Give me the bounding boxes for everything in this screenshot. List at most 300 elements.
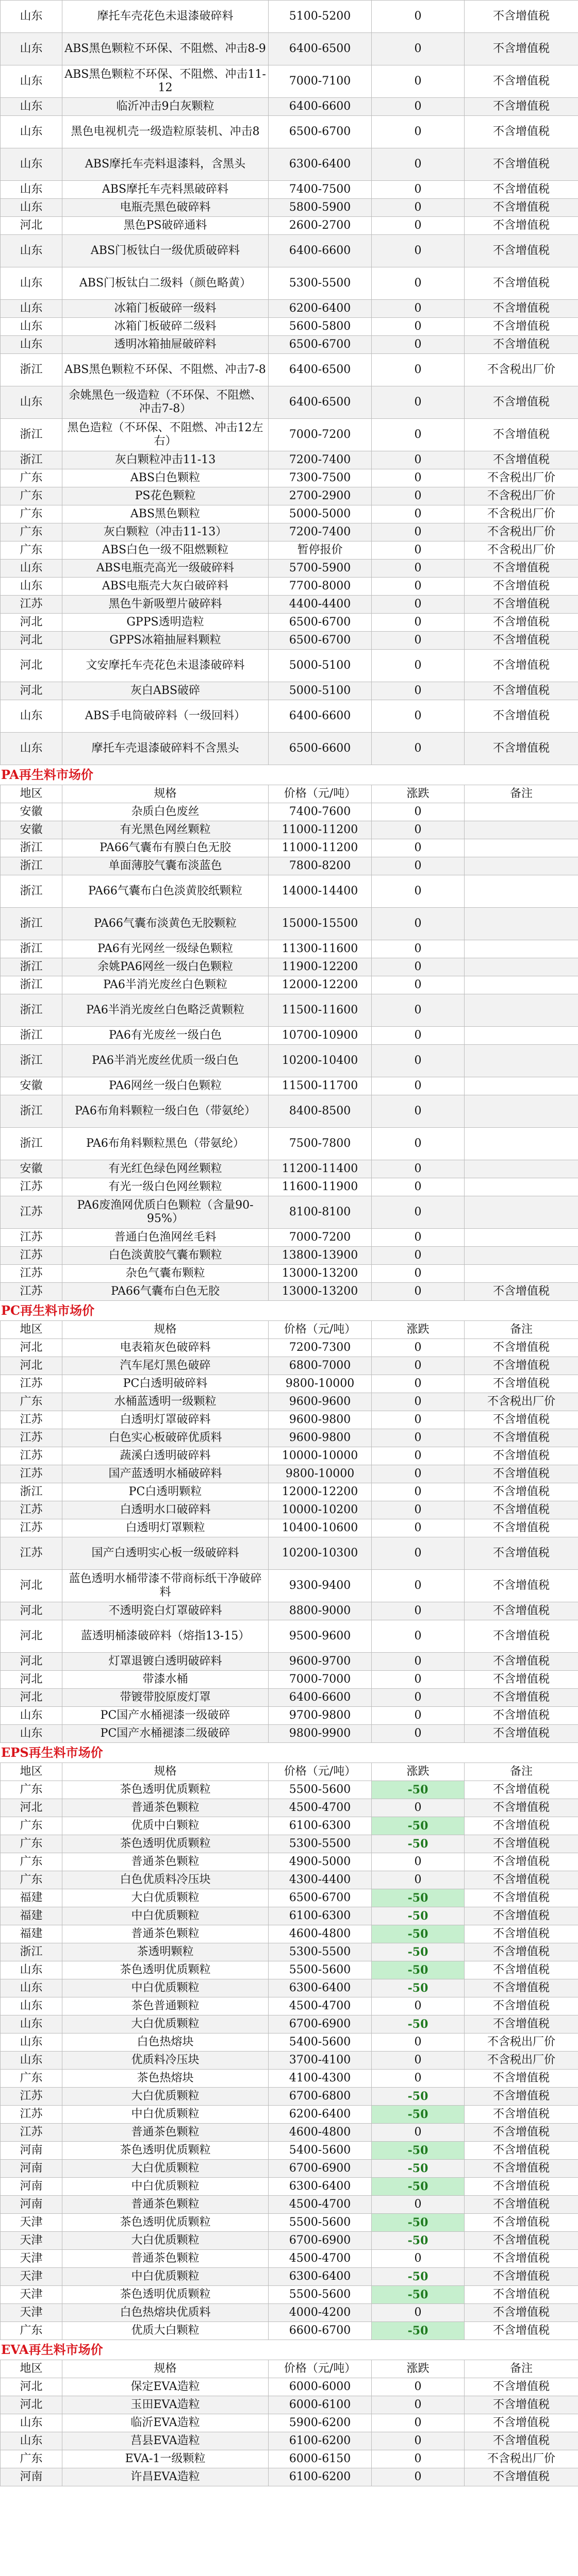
header-row — [1, 2360, 578, 2378]
cell-change: 0 — [372, 1027, 465, 1045]
cell-change: 0 — [372, 1689, 465, 1707]
cell-change: 0 — [372, 1128, 465, 1160]
cell-note: 不含增值税 — [465, 419, 578, 451]
cell-price: 7000-7100 — [269, 65, 372, 98]
col-header-region: 地区 — [1, 2360, 62, 2378]
cell-change: -50 — [372, 2322, 465, 2340]
cell-price: 5800-5900 — [269, 199, 372, 217]
table-row — [1, 1465, 578, 1483]
section-title: EPS再生料市场价 — [0, 1743, 578, 1762]
table-row — [1, 1689, 578, 1707]
cell-note: 不含增值税 — [465, 596, 578, 614]
cell-price: 9500-9600 — [269, 1620, 372, 1653]
cell-change: -50 — [372, 1889, 465, 1907]
cell-change: 0 — [372, 1411, 465, 1429]
cell-spec: PA66气囊布有膜白色无胶 — [62, 839, 269, 857]
cell-change: 0 — [372, 148, 465, 181]
cell-price: 9600-9800 — [269, 1411, 372, 1429]
cell-region: 浙江 — [1, 839, 62, 857]
cell-spec: 白透明水口破碎料 — [62, 1501, 269, 1519]
cell-region: 安徽 — [1, 803, 62, 821]
cell-spec: 白色热熔块优质料 — [62, 2304, 269, 2322]
cell-price: 6200-6400 — [269, 300, 372, 318]
table-row — [1, 1357, 578, 1375]
cell-note: 不含增值税 — [465, 614, 578, 632]
cell-price: 6500-6700 — [269, 1889, 372, 1907]
cell-spec: ABS黑色颗粒不环保、不阻燃、冲击8-9 — [62, 33, 269, 65]
col-header-region: 地区 — [1, 785, 62, 803]
cell-price: 9600-9800 — [269, 1429, 372, 1447]
cell-change: 0 — [372, 700, 465, 733]
eps-section — [0, 1743, 578, 2340]
col-header-price: 价格（元/吨） — [269, 785, 372, 803]
cell-price: 4500-4700 — [269, 1997, 372, 2015]
cell-spec: 莒县EVA造粒 — [62, 2432, 269, 2450]
cell-note: 不含税出厂价 — [465, 505, 578, 523]
cell-change: 0 — [372, 1375, 465, 1393]
cell-price: 4600-4800 — [269, 1925, 372, 1943]
cell-note: 不含增值税 — [465, 1501, 578, 1519]
table-row — [1, 354, 578, 386]
cell-change: 0 — [372, 976, 465, 994]
cell-region: 河北 — [1, 1570, 62, 1602]
cell-note: 不含增值税 — [465, 2396, 578, 2414]
cell-spec: 电表箱灰色破碎料 — [62, 1339, 269, 1357]
cell-price: 9700-9800 — [269, 1707, 372, 1725]
table-row — [1, 2070, 578, 2088]
cell-region: 浙江 — [1, 1095, 62, 1128]
cell-price: 5700-5900 — [269, 560, 372, 578]
table-row — [1, 1283, 578, 1301]
table-row — [1, 1247, 578, 1265]
cell-change: -50 — [372, 1943, 465, 1961]
cell-change: 0 — [372, 98, 465, 116]
table-row — [1, 994, 578, 1027]
cell-spec: PA6布角料颗粒一级白色（带氨纶） — [62, 1095, 269, 1128]
table-row — [1, 1128, 578, 1160]
cell-price: 6700-6900 — [269, 2232, 372, 2250]
section-title: PC再生料市场价 — [0, 1301, 578, 1320]
cell-price: 5000-5100 — [269, 650, 372, 682]
cell-spec: 茶色透明优质颗粒 — [62, 2286, 269, 2304]
cell-region: 河南 — [1, 2178, 62, 2196]
cell-note: 不含增值税 — [465, 2468, 578, 2486]
cell-region: 广东 — [1, 2322, 62, 2340]
col-header-spec: 规格 — [62, 2360, 269, 2378]
cell-price: 6500-6600 — [269, 733, 372, 765]
cell-change: -50 — [372, 2106, 465, 2124]
cell-change: 0 — [372, 505, 465, 523]
cell-note — [465, 976, 578, 994]
cell-change: 0 — [372, 469, 465, 487]
table-row — [1, 1871, 578, 1889]
cell-change: 0 — [372, 650, 465, 682]
cell-price: 4500-4700 — [269, 2250, 372, 2268]
table-row — [1, 199, 578, 217]
table-row — [1, 318, 578, 336]
table-row — [1, 1095, 578, 1128]
cell-change: 0 — [372, 1799, 465, 1817]
cell-note: 不含税出厂价 — [465, 354, 578, 386]
cell-spec: 电瓶壳黑色破碎料 — [62, 199, 269, 217]
cell-change: 0 — [372, 217, 465, 235]
table-row — [1, 98, 578, 116]
cell-price: 7000-7200 — [269, 419, 372, 451]
table-row — [1, 523, 578, 541]
cell-spec: 临沂EVA造粒 — [62, 2414, 269, 2432]
cell-region: 山东 — [1, 1707, 62, 1725]
table-row — [1, 148, 578, 181]
cell-region: 广东 — [1, 1853, 62, 1871]
cell-region: 河南 — [1, 2142, 62, 2160]
cell-spec: 黑色牛新吸塑片破碎料 — [62, 596, 269, 614]
table-row — [1, 940, 578, 958]
cell-change: 0 — [372, 354, 465, 386]
cell-price: 6400-6600 — [269, 700, 372, 733]
cell-spec: 灰白ABS破碎 — [62, 682, 269, 700]
cell-price: 6400-6600 — [269, 1689, 372, 1707]
cell-spec: 优质料冷压块 — [62, 2052, 269, 2070]
cell-region: 河北 — [1, 632, 62, 650]
table-row — [1, 469, 578, 487]
cell-price: 11000-11200 — [269, 839, 372, 857]
cell-region: 河北 — [1, 2396, 62, 2414]
cell-region: 浙江 — [1, 1045, 62, 1077]
cell-spec: ABS黑色颗粒不环保、不阻燃、冲击11-12 — [62, 65, 269, 98]
cell-price: 5000-5000 — [269, 505, 372, 523]
table-row — [1, 217, 578, 235]
cell-price: 5300-5500 — [269, 267, 372, 300]
table-row — [1, 2286, 578, 2304]
col-header-note: 备注 — [465, 1763, 578, 1781]
cell-price: 5900-6200 — [269, 2414, 372, 2432]
cell-price: 9800-10000 — [269, 1465, 372, 1483]
cell-note: 不含增值税 — [465, 2432, 578, 2450]
eva-table — [0, 2360, 578, 2486]
cell-spec: 摩托车壳退漆破碎料不含黑头 — [62, 733, 269, 765]
cell-spec: PS花色颗粒 — [62, 487, 269, 505]
table-row — [1, 1411, 578, 1429]
cell-region: 广东 — [1, 505, 62, 523]
cell-note: 不含增值税 — [465, 2322, 578, 2340]
cell-spec: 杂质白色废丝 — [62, 803, 269, 821]
table-row — [1, 451, 578, 469]
cell-change: 0 — [372, 2124, 465, 2142]
cell-change: 0 — [372, 65, 465, 98]
cell-spec: 优质大白颗粒 — [62, 2322, 269, 2340]
table-row — [1, 578, 578, 596]
cell-region: 山东 — [1, 116, 62, 148]
cell-change: 0 — [372, 1871, 465, 1889]
cell-change: -50 — [372, 2268, 465, 2286]
cell-change: 0 — [372, 336, 465, 354]
cell-spec: PC白透明颗粒 — [62, 1483, 269, 1501]
cell-price: 暂停报价 — [269, 541, 372, 560]
cell-spec: 普通茶色颗粒 — [62, 2196, 269, 2214]
cell-change: 0 — [372, 2250, 465, 2268]
cell-change: 0 — [372, 2450, 465, 2468]
cell-note: 不含增值税 — [465, 1357, 578, 1375]
cell-spec: 黑色造粒（不环保、不阻燃、冲击12左右） — [62, 419, 269, 451]
cell-region: 浙江 — [1, 908, 62, 940]
cell-spec: ABS门板钛白二级料（颜色略黄） — [62, 267, 269, 300]
cell-change: 0 — [372, 386, 465, 419]
cell-price: 6100-6200 — [269, 2432, 372, 2450]
cell-region: 江苏 — [1, 2088, 62, 2106]
cell-region: 山东 — [1, 336, 62, 354]
col-header-note: 备注 — [465, 2360, 578, 2378]
cell-note: 不含增值税 — [465, 1853, 578, 1871]
cell-spec: 白色实心板破碎优质料 — [62, 1429, 269, 1447]
cell-region: 山东 — [1, 300, 62, 318]
cell-price: 7400-7600 — [269, 803, 372, 821]
cell-note: 不含增值税 — [465, 217, 578, 235]
cell-change: 0 — [372, 940, 465, 958]
cell-price: 6600-6700 — [269, 2322, 372, 2340]
cell-note — [465, 1265, 578, 1283]
cell-change: -50 — [372, 2015, 465, 2033]
table-row — [1, 614, 578, 632]
cell-note: 不含增值税 — [465, 300, 578, 318]
cell-note: 不含增值税 — [465, 1689, 578, 1707]
table-row — [1, 1997, 578, 2015]
cell-change: 0 — [372, 419, 465, 451]
table-row — [1, 2178, 578, 2196]
cell-change: -50 — [372, 2286, 465, 2304]
cell-region: 河北 — [1, 1653, 62, 1671]
cell-change: 0 — [372, 958, 465, 976]
table-row — [1, 1, 578, 33]
cell-region: 天津 — [1, 2232, 62, 2250]
cell-spec: PA6半消光废丝优质一级白色 — [62, 1045, 269, 1077]
cell-region: 河北 — [1, 1799, 62, 1817]
col-header-spec: 规格 — [62, 1321, 269, 1339]
cell-change: 0 — [372, 267, 465, 300]
cell-note: 不含增值税 — [465, 116, 578, 148]
cell-price: 4500-4700 — [269, 2196, 372, 2214]
cell-change: 0 — [372, 1045, 465, 1077]
cell-note — [465, 1128, 578, 1160]
pa-table — [0, 785, 578, 1301]
cell-note: 不含增值税 — [465, 65, 578, 98]
cell-note: 不含税出厂价 — [465, 1393, 578, 1411]
cell-change: -50 — [372, 2160, 465, 2178]
cell-change: 0 — [372, 451, 465, 469]
table-row — [1, 116, 578, 148]
cell-region: 福建 — [1, 1889, 62, 1907]
table-row — [1, 2378, 578, 2396]
table-row — [1, 596, 578, 614]
cell-note — [465, 803, 578, 821]
table-row — [1, 2015, 578, 2033]
cell-region: 山东 — [1, 33, 62, 65]
cell-note: 不含增值税 — [465, 2178, 578, 2196]
cell-region: 山东 — [1, 1, 62, 33]
cell-change: 0 — [372, 857, 465, 875]
cell-spec: 茶色透明优质颗粒 — [62, 2142, 269, 2160]
table-row — [1, 2196, 578, 2214]
cell-region: 山东 — [1, 2052, 62, 2070]
cell-note: 不含增值税 — [465, 2088, 578, 2106]
cell-note — [465, 1196, 578, 1229]
cell-note: 不含增值税 — [465, 1570, 578, 1602]
cell-note: 不含增值税 — [465, 1961, 578, 1979]
table-row — [1, 2250, 578, 2268]
cell-region: 河北 — [1, 1620, 62, 1653]
col-header-change: 涨跌 — [372, 2360, 465, 2378]
cell-region: 广东 — [1, 523, 62, 541]
cell-price: 11500-11700 — [269, 1077, 372, 1095]
cell-spec: 有光黑色网丝颗粒 — [62, 821, 269, 839]
cell-note: 不含增值税 — [465, 1889, 578, 1907]
cell-spec: PA6半消光废丝白色颗粒 — [62, 976, 269, 994]
cell-note: 不含增值税 — [465, 2015, 578, 2033]
table-row — [1, 1178, 578, 1196]
pa-section — [0, 765, 578, 1301]
cell-change: -50 — [372, 2088, 465, 2106]
cell-region: 江苏 — [1, 1196, 62, 1229]
table-row — [1, 803, 578, 821]
cell-spec: 有光一级白色网丝颗粒 — [62, 1178, 269, 1196]
cell-region: 浙江 — [1, 1128, 62, 1160]
cell-region: 江苏 — [1, 596, 62, 614]
cell-region: 广东 — [1, 1781, 62, 1799]
table-row — [1, 181, 578, 199]
table-row — [1, 2322, 578, 2340]
header-row — [1, 785, 578, 803]
cell-region: 江苏 — [1, 1178, 62, 1196]
cell-price: 6100-6300 — [269, 1817, 372, 1835]
cell-price: 9600-9600 — [269, 1393, 372, 1411]
cell-change: 0 — [372, 523, 465, 541]
cell-note: 不含增值税 — [465, 733, 578, 765]
cell-price: 6500-6700 — [269, 116, 372, 148]
cell-region: 江苏 — [1, 1265, 62, 1283]
cell-region: 山东 — [1, 1997, 62, 2015]
cell-spec: 蓝透明桶漆破碎料（熔指13-15） — [62, 1620, 269, 1653]
cell-region: 广东 — [1, 1871, 62, 1889]
cell-note: 不含增值税 — [465, 1979, 578, 1997]
cell-price: 2600-2700 — [269, 217, 372, 235]
table-row — [1, 1501, 578, 1519]
cell-note: 不含增值税 — [465, 560, 578, 578]
cell-spec: 大白优质颗粒 — [62, 2015, 269, 2033]
table-row — [1, 65, 578, 98]
cell-region: 江苏 — [1, 1519, 62, 1537]
cell-price: 6100-6300 — [269, 1907, 372, 1925]
cell-change: 0 — [372, 2196, 465, 2214]
cell-spec: 普通茶色颗粒 — [62, 2250, 269, 2268]
header-row — [1, 1763, 578, 1781]
cell-region: 山东 — [1, 267, 62, 300]
cell-spec: 玉田EVA造粒 — [62, 2396, 269, 2414]
cell-region: 山东 — [1, 65, 62, 98]
cell-change: -50 — [372, 2232, 465, 2250]
cell-region: 安徽 — [1, 1077, 62, 1095]
cell-note — [465, 821, 578, 839]
cell-spec: 普通茶色颗粒 — [62, 1925, 269, 1943]
cell-price: 13800-13900 — [269, 1247, 372, 1265]
cell-price: 6500-6700 — [269, 614, 372, 632]
table-row — [1, 2214, 578, 2232]
cell-note: 不含增值税 — [465, 386, 578, 419]
cell-note: 不含税出厂价 — [465, 2450, 578, 2468]
cell-spec: 茶色透明优质颗粒 — [62, 2214, 269, 2232]
cell-spec: 中白优质颗粒 — [62, 2106, 269, 2124]
cell-price: 13000-13200 — [269, 1283, 372, 1301]
cell-region: 江苏 — [1, 1537, 62, 1570]
cell-change: -50 — [372, 1835, 465, 1853]
cell-note: 不含增值税 — [465, 1283, 578, 1301]
eps-table — [0, 1762, 578, 2340]
pc-table — [0, 1320, 578, 1743]
cell-note: 不含增值税 — [465, 700, 578, 733]
cell-spec: 中白优质颗粒 — [62, 1907, 269, 1925]
cell-spec: PA6布角料颗粒黑色（带氨纶） — [62, 1128, 269, 1160]
cell-change: 0 — [372, 632, 465, 650]
cell-region: 山东 — [1, 318, 62, 336]
cell-note — [465, 1178, 578, 1196]
cell-note — [465, 958, 578, 976]
cell-note: 不含增值税 — [465, 1925, 578, 1943]
table-row — [1, 875, 578, 908]
cell-change: 0 — [372, 1483, 465, 1501]
cell-change: 0 — [372, 235, 465, 267]
cell-price: 6000-6000 — [269, 2378, 372, 2396]
cell-region: 河北 — [1, 682, 62, 700]
cell-spec: PA6半消光废丝白色略泛黄颗粒 — [62, 994, 269, 1027]
cell-region: 山东 — [1, 386, 62, 419]
col-header-spec: 规格 — [62, 785, 269, 803]
cell-spec: 中白优质颗粒 — [62, 2268, 269, 2286]
cell-spec: 冰箱门板破碎一级料 — [62, 300, 269, 318]
cell-change: 0 — [372, 1265, 465, 1283]
cell-spec: 透明冰箱抽屉破碎料 — [62, 336, 269, 354]
table-row — [1, 1447, 578, 1465]
col-header-change: 涨跌 — [372, 1321, 465, 1339]
cell-note: 不含税出厂价 — [465, 469, 578, 487]
col-header-note: 备注 — [465, 1321, 578, 1339]
cell-change: 0 — [372, 1853, 465, 1871]
table-row — [1, 2232, 578, 2250]
table-row — [1, 2450, 578, 2468]
cell-note — [465, 1160, 578, 1178]
cell-spec: 灯罩退镀白透明破碎料 — [62, 1653, 269, 1671]
cell-spec: 蓝色透明水桶带漆不带商标纸干净破碎料 — [62, 1570, 269, 1602]
cell-spec: ABS摩托车壳料退漆料，含黑头 — [62, 148, 269, 181]
cell-change: 0 — [372, 1570, 465, 1602]
table-row — [1, 386, 578, 419]
cell-price: 11200-11400 — [269, 1160, 372, 1178]
cell-spec: 茶透明颗粒 — [62, 1943, 269, 1961]
table-row — [1, 1429, 578, 1447]
cell-spec: 不透明瓷白灯罩破碎料 — [62, 1602, 269, 1620]
cell-price: 5400-5600 — [269, 2142, 372, 2160]
cell-region: 广东 — [1, 1835, 62, 1853]
table-row — [1, 958, 578, 976]
cell-region: 山东 — [1, 2414, 62, 2432]
cell-change: -50 — [372, 1907, 465, 1925]
cell-region: 浙江 — [1, 451, 62, 469]
table-row — [1, 1653, 578, 1671]
cell-region: 浙江 — [1, 857, 62, 875]
cell-spec: 茶色透明优质颗粒 — [62, 1961, 269, 1979]
cell-price: 5100-5200 — [269, 1, 372, 33]
table-row — [1, 1602, 578, 1620]
cell-price: 5500-5600 — [269, 1961, 372, 1979]
cell-change: 0 — [372, 1620, 465, 1653]
cell-change: 0 — [372, 1229, 465, 1247]
